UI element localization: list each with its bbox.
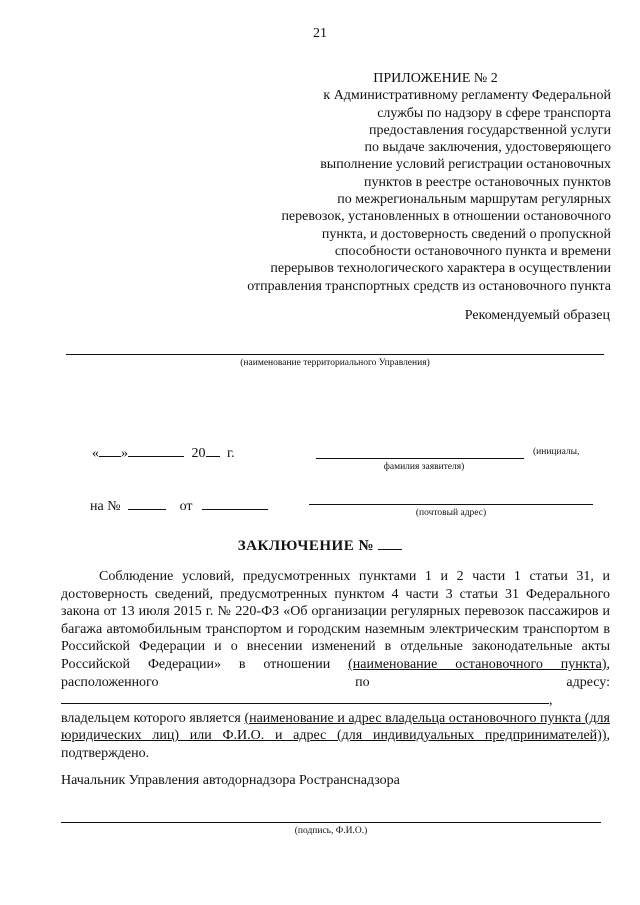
authority-caption: (наименование территориального Управления) [240, 358, 430, 368]
from-date-blank [202, 497, 268, 510]
appendix-line: предоставления государственной услуги [369, 122, 611, 138]
appendix-line: способности остановочного пункта и времени [334, 243, 611, 259]
conclusion-title [0, 536, 640, 555]
body-text: , подтверждено. [61, 728, 610, 761]
appendix-line: выполнение условий регистрации остановочных [320, 157, 611, 173]
recommended-sample-label: Рекомендуемый образец [464, 308, 610, 323]
signatory-title: Начальник Управления автодорнадзора Ространснадзора [61, 773, 400, 788]
authority-name-line [66, 354, 604, 355]
postal-address-line [309, 504, 593, 505]
appendix-line: службы по надзору в сфере транспорта [377, 105, 611, 121]
applicant-name-line [316, 458, 524, 459]
conclusion-title-text: ЗАКЛЮЧЕНИЕ № [237, 538, 375, 554]
signature-caption: (подпись, Ф.И.О.) [294, 826, 368, 836]
appendix-line: перевозок, установленных в отношении остановочного [281, 209, 611, 225]
appendix-line: пунктов в реестре остановочных пунктов [363, 174, 611, 190]
appendix-title: ПРИЛОЖЕНИЕ № 2 [373, 71, 498, 86]
quote-open: « [92, 446, 99, 461]
appendix-line: пункта, и достоверность сведений о пропускной [321, 226, 611, 242]
appendix-line: к Административному регламенту Федеральной [323, 88, 611, 104]
owner-placeholder: (наименование и адрес владельца остановочного пункта (для юридических лиц) или Ф.И.О. и адрес (для индивидуальных предпринимателей)) [61, 710, 610, 744]
address-blank [61, 691, 549, 704]
body-text: , расположенного по адресу: [61, 656, 611, 690]
number-label: на № [90, 499, 121, 514]
appendix-line: отправления транспортных средств из остановочного пункта [247, 278, 611, 294]
reference-field [90, 497, 268, 515]
month-blank [128, 444, 184, 457]
year-blank [206, 444, 220, 457]
initials-caption: (инициалы, [533, 447, 580, 457]
signature-line [61, 822, 601, 823]
body-text: , владельцем которого является [61, 693, 553, 726]
number-blank [128, 497, 166, 510]
year-suffix: г. [227, 446, 235, 461]
page-number: 21 [313, 26, 327, 41]
from-label: от [179, 499, 193, 514]
quote-close: » [121, 446, 128, 461]
appendix-header [190, 70, 611, 295]
year-prefix: 20 [191, 446, 206, 461]
stop-name-placeholder: (наименование остановочного пункта) [348, 656, 607, 672]
date-field [92, 444, 235, 462]
body-text: Соблюдение условий, предусмотренных пунктами 1 и 2 части 1 статьи 31, и достоверность сведений, предусмотренных пунктом 4 части 3 статьи 31 Федерального закона от 13 июля 2015 г. № 220-ФЗ «Об организации регулярных перевозок пассажиров и багажа автомобильным транспортом и городским наземным электрическим транспортом в Российской Федерации и о внесении изменений в отдельные законодательные акты Российской Федерации» в отношении [61, 569, 610, 672]
conclusion-body [61, 568, 610, 763]
appendix-line: по выдаче заключения, удостоверяющего [364, 140, 611, 156]
conclusion-number-blank [378, 536, 402, 550]
appendix-line: перерывов технологического характера в осуществлении [270, 261, 611, 277]
day-blank [99, 444, 121, 457]
surname-caption: фамилия заявителя) [383, 462, 465, 472]
appendix-line: по межрегиональным маршрутам регулярных [337, 192, 611, 208]
postal-address-caption: (почтовый адрес) [415, 508, 487, 518]
